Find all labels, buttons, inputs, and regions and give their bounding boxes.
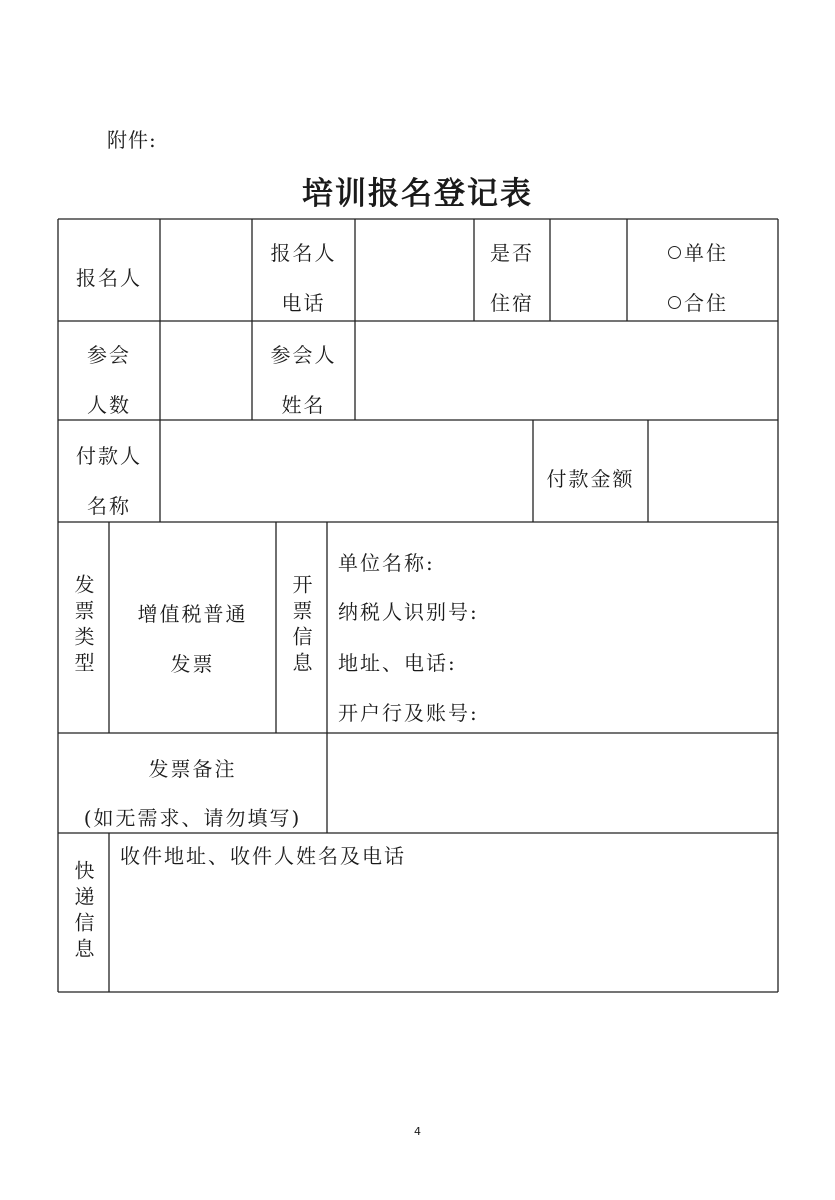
lodging-label-line1: 是否 [490, 241, 534, 265]
radio-circle-icon[interactable] [668, 296, 681, 309]
invoice-type-value-line1: 增值税普通 [137, 602, 248, 626]
attendee-count-label-line1: 参会 [87, 343, 131, 367]
phone-label-line2: 电话 [281, 291, 326, 315]
invoice-remarks-note: (如无需求、请勿填写) [83, 806, 302, 830]
single-room-label: 单住 [684, 241, 728, 265]
radio-circle-icon[interactable] [668, 246, 681, 259]
invoice-type-label: 发票类型 [71, 574, 95, 678]
attachment-label: 附件: [107, 128, 157, 152]
form-title: 培训报名登记表 [302, 176, 533, 212]
page-number: 4 [414, 1125, 421, 1138]
payer-label-line1: 付款人 [76, 444, 142, 468]
shared-room-label: 合住 [684, 291, 728, 315]
express-info-label: 快递信息 [71, 860, 95, 964]
lodging-label-line2: 住宿 [490, 291, 534, 315]
invoice-type-value-line2: 发票 [170, 652, 215, 676]
payment-amount-label: 付款金额 [546, 467, 635, 491]
company-name-field: 单位名称: [338, 551, 435, 575]
bank-account-field: 开户行及账号: [338, 701, 479, 725]
invoicing-info-label: 开票信息 [289, 574, 313, 678]
single-room-option[interactable] [668, 243, 728, 263]
attendee-count-label-line2: 人数 [87, 393, 131, 417]
taxpayer-id-field: 纳税人识别号: [338, 600, 479, 624]
registrant-label: 报名人 [76, 266, 142, 290]
payer-label-line2: 名称 [87, 494, 131, 518]
express-instruction: 收件地址、收件人姓名及电话 [120, 844, 406, 868]
shared-room-option[interactable] [668, 293, 728, 313]
attendee-names-label-line1: 参会人 [270, 343, 337, 367]
invoice-remarks-label: 发票备注 [148, 757, 237, 781]
phone-label-line1: 报名人 [270, 241, 337, 265]
attendee-names-label-line2: 姓名 [281, 393, 326, 417]
address-phone-field: 地址、电话: [338, 651, 457, 675]
